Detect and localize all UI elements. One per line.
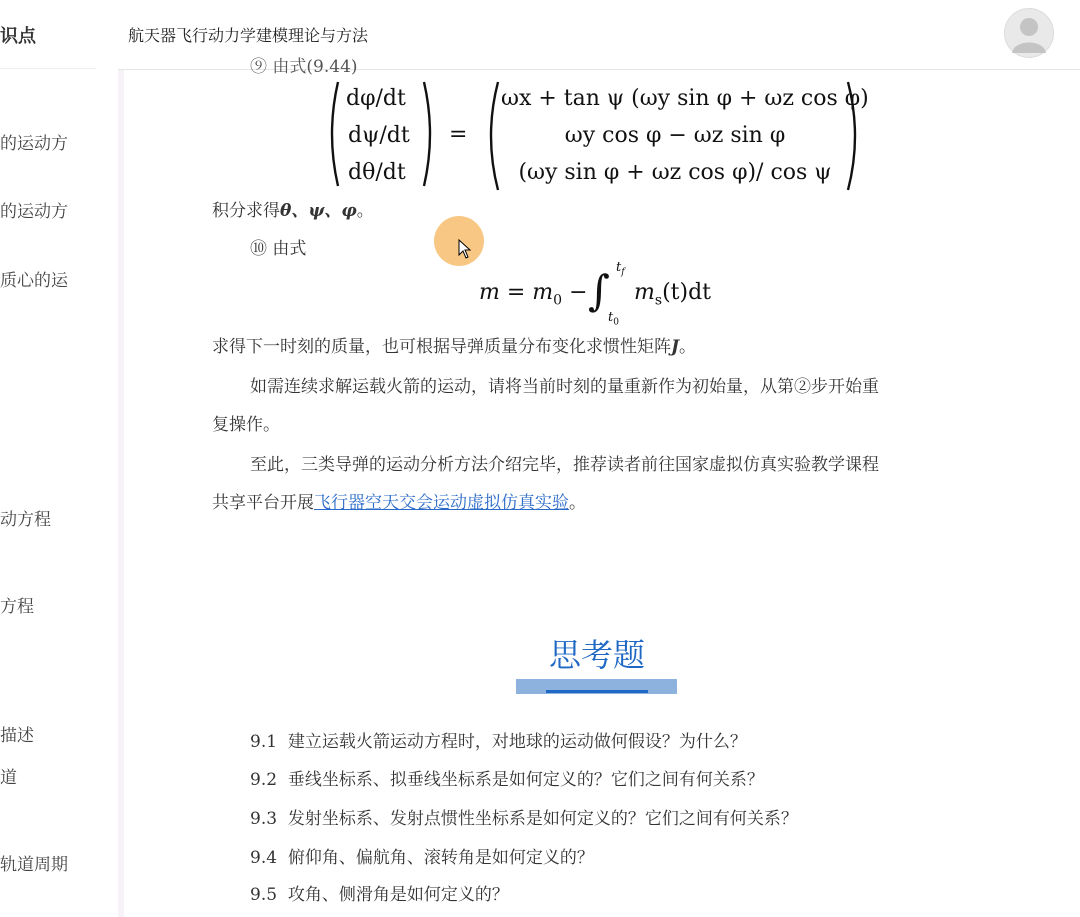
eq1-lhs-row-2: dψ/dt: [348, 123, 410, 148]
right-paren-icon: [846, 80, 864, 192]
mouse-pointer-icon: [458, 239, 472, 259]
sidebar-item-2[interactable]: 的运动方: [0, 202, 68, 222]
reader-content: [124, 57, 1080, 917]
integral-upper-limit: $t_f$: [616, 260, 625, 278]
eq1-lhs-row-3: dθ/dt: [348, 160, 406, 185]
paragraph-summary-line-1: 至此，三类导弹的运动分析方法介绍完毕，推荐读者前往国家虚拟仿真实验教学课程: [250, 455, 879, 475]
sidebar-title: 识点: [0, 26, 36, 47]
p3-var: J: [671, 337, 680, 357]
book-title: 航天器飞行动力学建模理论与方法: [128, 26, 369, 45]
eq1-lhs-row-1: dφ/dt: [346, 86, 406, 111]
p3-text: 求得下一时刻的质量，也可根据导弹质量分布变化求惯性矩阵: [212, 337, 671, 357]
question-item: 9.3 发射坐标系、发射点惯性坐标系是如何定义的？它们之间有何关系？: [250, 809, 798, 829]
paragraph-mass-result: [212, 332, 696, 357]
paragraph-repeat-line-1: 如需连续求解运载火箭的运动，请将当前时刻的量重新作为初始量，从第②步开始重: [250, 377, 879, 397]
virtual-experiment-link[interactable]: 飞行器空天交会运动虚拟仿真实验: [314, 493, 569, 513]
sidebar-divider: [0, 68, 96, 69]
section-title-underline-accent: [546, 690, 648, 693]
sidebar-item-1[interactable]: 的运动方: [0, 134, 68, 154]
user-avatar-icon[interactable]: [1004, 8, 1054, 58]
cut-off-line: ⑨ 由式(9.44): [250, 57, 358, 77]
p1-suffix: 。: [356, 201, 374, 221]
left-paren-icon: [324, 80, 340, 188]
eq1-rhs-row-2: ωy cos φ − ωz sin φ: [564, 123, 786, 148]
sidebar-item-4[interactable]: 动方程: [0, 510, 51, 530]
sidebar: [0, 0, 118, 917]
eq2-integrand: $m_s(t)dt$: [634, 280, 711, 309]
eq1-rhs-row-1: ωx + tan ψ (ωy sin φ + ωz cos φ): [501, 86, 869, 111]
sidebar-item-5[interactable]: 方程: [0, 597, 34, 617]
sidebar-item-7[interactable]: 道: [0, 768, 17, 788]
p5-suffix: 。: [569, 493, 586, 513]
sidebar-item-6[interactable]: 描述: [0, 726, 34, 746]
sidebar-item-8[interactable]: 轨道周期: [0, 855, 68, 875]
p3-end: 。: [679, 337, 697, 357]
question-item: 9.4 俯仰角、偏航角、滚转角是如何定义的？: [250, 848, 594, 868]
integral-sign-icon: ∫: [588, 266, 610, 315]
question-item: 9.2 垂线坐标系、拟垂线坐标系是如何定义的？它们之间有何关系？: [250, 770, 764, 790]
paragraph-integrate: [212, 196, 374, 221]
p1-prefix: 积分求得: [212, 201, 280, 221]
paragraph-repeat-line-2: 复操作。: [212, 415, 280, 435]
paragraph-step-10: ⑩ 由式: [250, 239, 307, 259]
eq1-rhs-row-3: (ωy sin φ + ωz cos φ)/ cos ψ: [518, 160, 832, 185]
p5-prefix: 共享平台开展: [212, 493, 314, 513]
eq2-lhs: $m = m_0$ −: [479, 280, 588, 309]
eq1-equals-sign: =: [449, 122, 468, 147]
paragraph-summary-line-2: [212, 488, 586, 513]
left-paren-icon: [482, 80, 500, 192]
right-paren-icon: [422, 80, 438, 188]
p1-vars: θ、ψ、φ: [280, 201, 357, 221]
section-title: 思考题: [548, 636, 645, 674]
integral-lower-limit: $t_0$: [608, 310, 619, 328]
question-item: 9.1 建立运载火箭运动方程时，对地球的运动做何假设？为什么？: [250, 732, 747, 752]
question-item: 9.5 攻角、侧滑角是如何定义的？: [250, 885, 509, 905]
sidebar-item-3[interactable]: 质心的运: [0, 271, 68, 291]
